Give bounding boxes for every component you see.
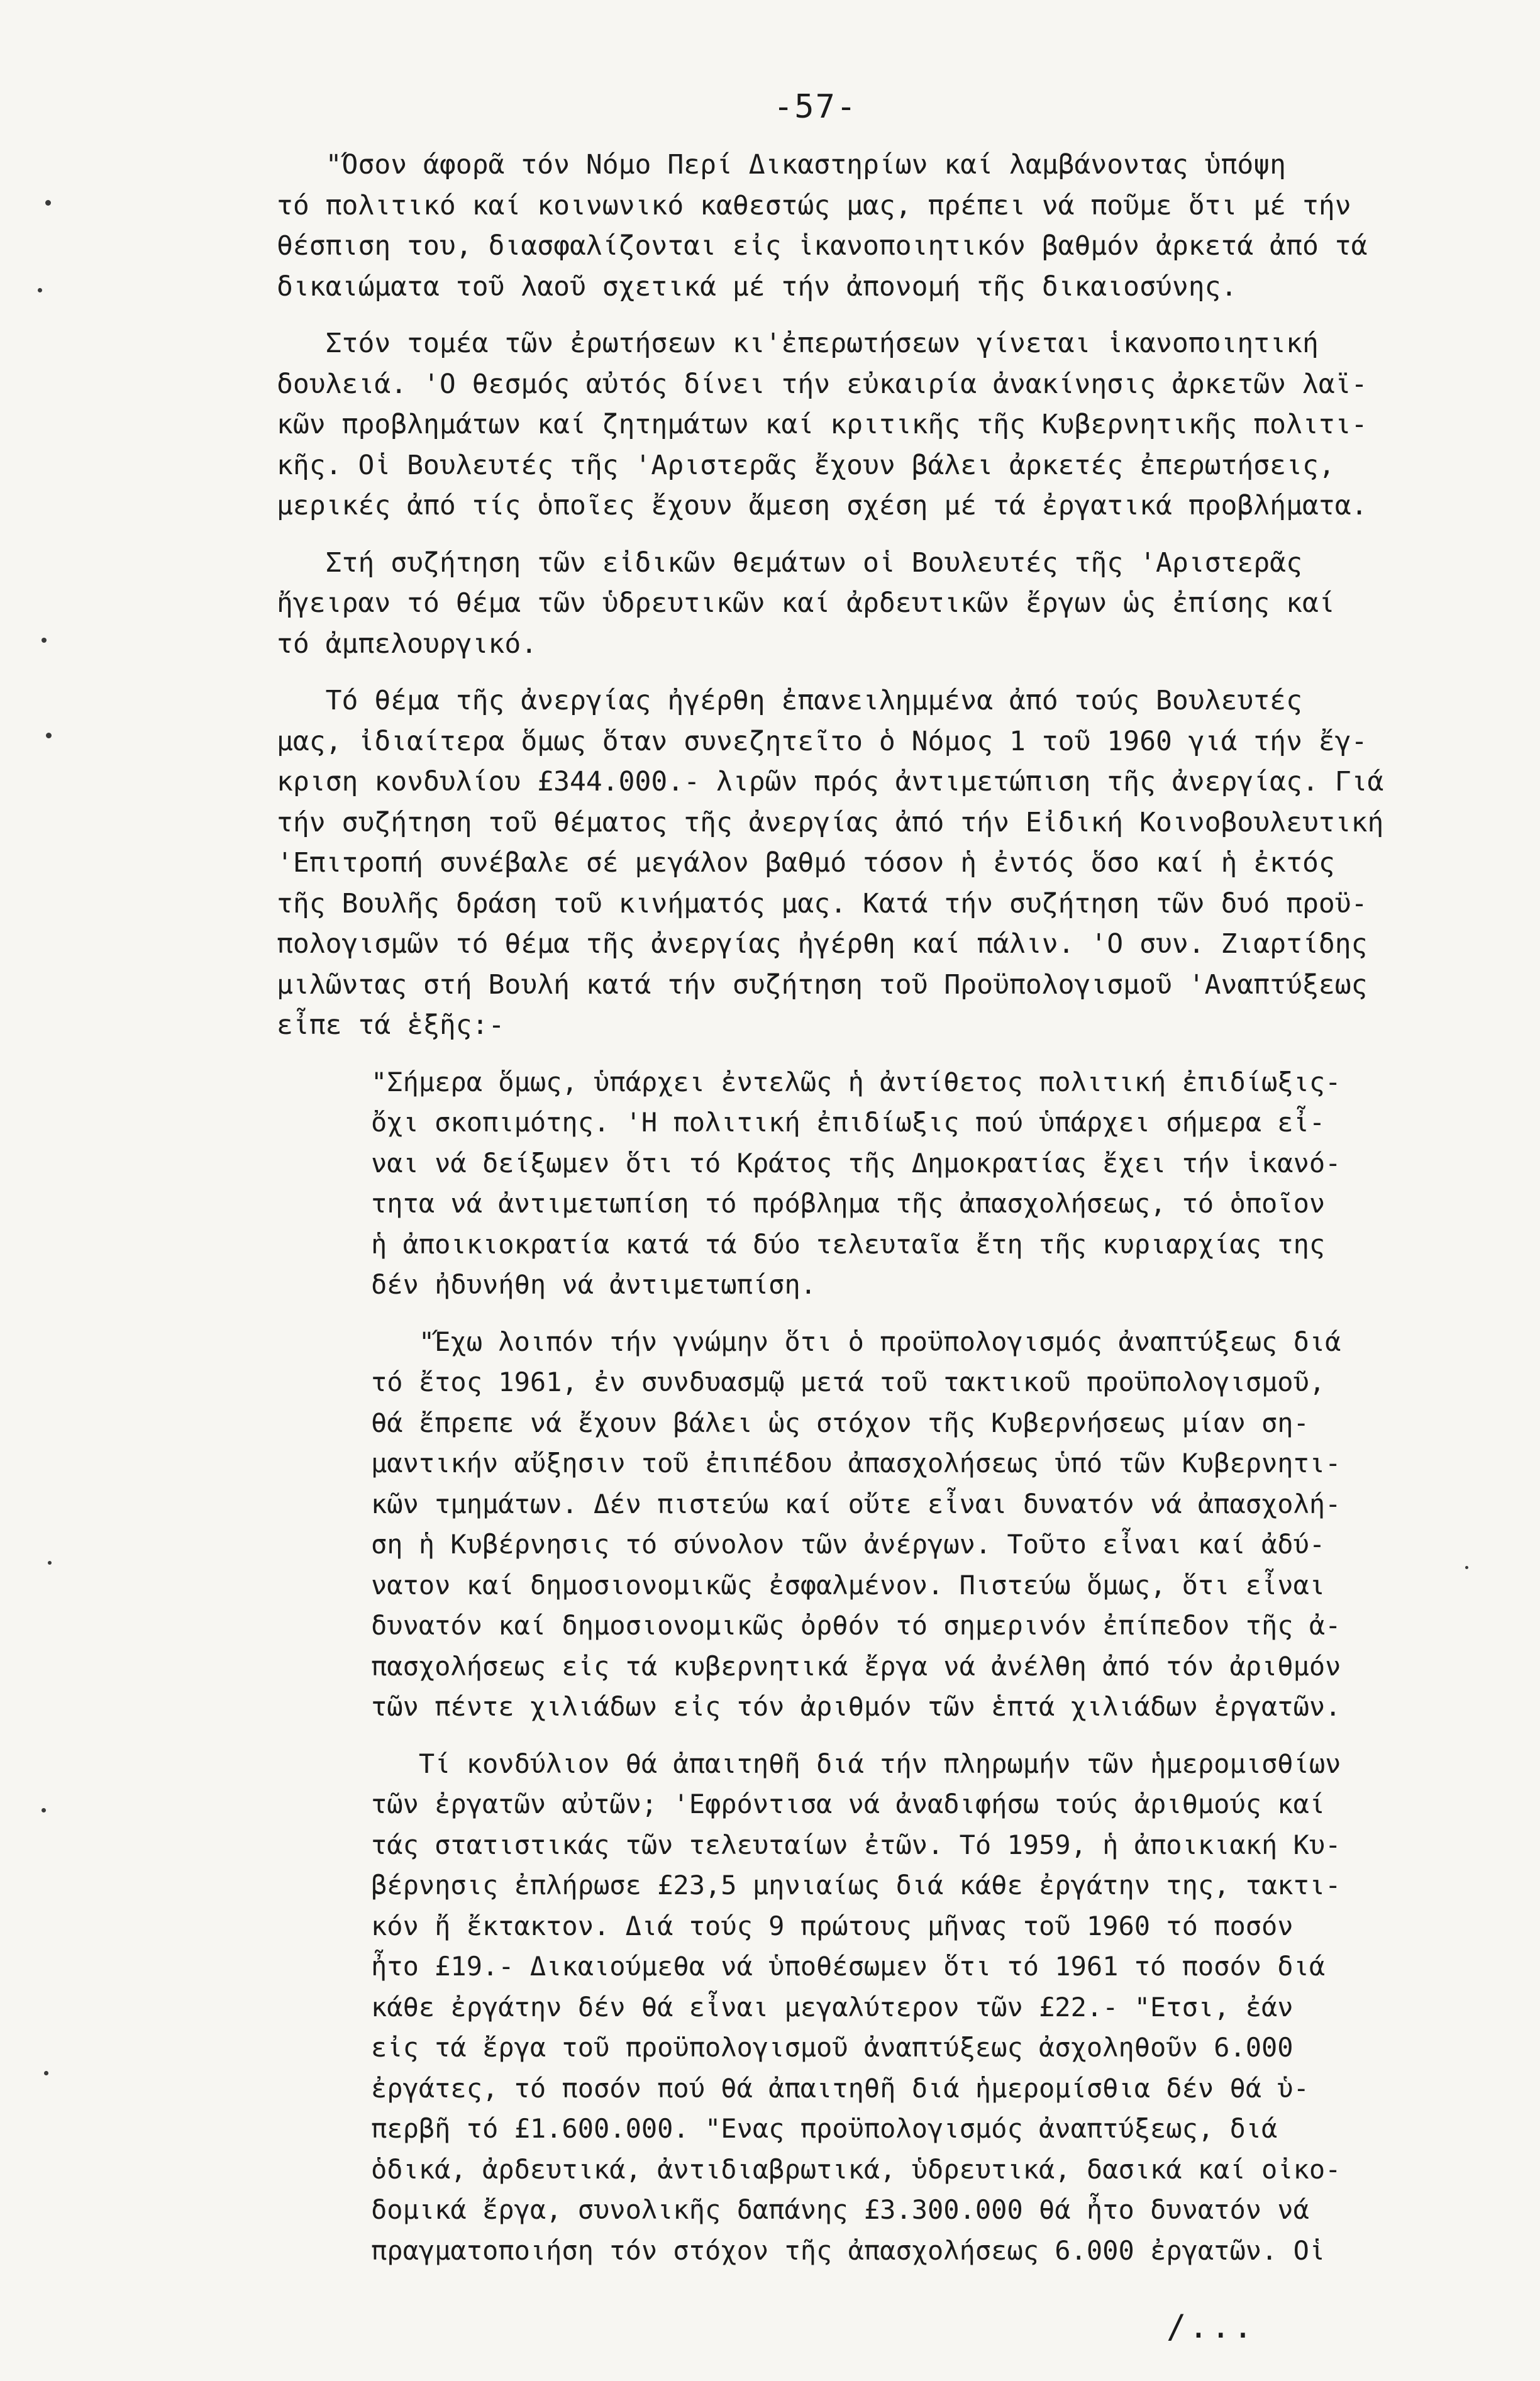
page-number: -57-: [773, 88, 858, 126]
scan-speck: [42, 638, 47, 643]
scan-speck: [1465, 1566, 1468, 1569]
scan-speck: [45, 200, 51, 206]
quoted-paragraph-wage-costs: Τί κονδύλιον θά ἀπαιτηθῆ διά τήν πληρωμήν τῶν ἡμερομισθίων τῶν ἐργατῶν αὐτῶν; 'Εφρόντισα νά ἀναδιφήσω τούς ἀριθμούς καί τάς στατιστικάς τῶν τελευταίων ἐτῶν. Τό 1959, ἡ ἀποικιακή Κυ- βέρνησις ἐπλήρωσε £23,5 μηνιαίως διά κάθε ἐργάτην της, τακτι- κόν ἤ ἔκτακτον. Διά τούς 9 πρώτους μῆνας τοῦ 1960 τό ποσόν ἦτο £19.- Δικαιούμεθα νά ὑποθέσωμεν ὅτι τό 1961 τό ποσόν διά κάθε ἐργάτην δέν θά εἶναι μεγαλύτερον τῶν £22.- "Ετσι, ἐάν εἰς τά ἔργα τοῦ προϋπολογισμοῦ ἀναπτύξεως ἀσχοληθοῦν 6.000 ἐργάτες, τό ποσόν πού θά ἀπαιτηθῆ διά ἡμερομίσθια δέν θά ὑ- περβῆ τό £1.600.000. "Ενας προϋπολογισμός ἀναπτύξεως, διά ὁδικά, ἀρδευτικά, ἀντιδιαβρωτικά, ὑδρευτικά, δασικά καί οἰκο- δομικά ἔργα, συνολικῆς δαπάνης £3.300.000 θά ἦτο δυνατόν νά πραγματοποιήση τόν στόχον τῆς ἀπασχολήσεως 6.000 ἐργατῶν. Οἱ: [371, 1748, 1341, 2266]
scan-speck: [44, 2071, 48, 2075]
continuation-mark: /...: [1166, 2308, 1256, 2346]
scan-speck: [46, 733, 52, 738]
paragraph-questions-interpellations: Στόν τομέα τῶν ἐρωτήσεων κι'ἐπερωτήσεων γίνεται ἱκανοποιητική δουλειά. 'Ο θεσμός αὐτός δίνει τήν εὐκαιρία ἀνακίνησις ἀρκετῶν λαϊ- κῶν προβλημάτων καί ζητημάτων καί κριτικῆς τῆς Κυβερνητικῆς πολιτι- κῆς. Οἱ Βουλευτές τῆς 'Αριστερᾶς ἔχουν βάλει ἀρκετές ἐπερωτήσεις, μερικές ἀπό τίς ὁποῖες ἔχουν ἄμεση σχέση μέ τά ἐργατικά προβλήματα.: [277, 328, 1368, 521]
paragraph-special-topics: Στή συζήτηση τῶν εἰδικῶν θεμάτων οἱ Βουλευτές τῆς 'Αριστερᾶς ἤγειραν τό θέμα τῶν ὑδρευτικῶν καί ἀρδευτικῶν ἔργων ὡς ἐπίσης καί τό ἀμπελουργικό.: [277, 547, 1335, 660]
scan-speck: [42, 1808, 46, 1812]
quoted-paragraph-development-budget: "Έχω λοιπόν τήν γνώμην ὅτι ὁ προϋπολογισμός ἀναπτύξεως διά τό ἔτος 1961, ἐν συνδυασμῷ μετά τοῦ τακτικοῦ προϋπολογισμοῦ, θά ἔπρεπε νά ἔχουν βάλει ὡς στόχον τῆς Κυβερνήσεως μίαν ση- μαντικήν αὔξησιν τοῦ ἐπιπέδου ἀπασχολήσεως ὑπό τῶν Κυβερνητι- κῶν τμημάτων. Δέν πιστεύω καί οὔτε εἶναι δυνατόν νά ἀπασχολή- ση ἡ Κυβέρνησις τό σύνολον τῶν ἀνέργων. Τοῦτο εἶναι καί ἀδύ- νατον καί δημοσιονομικῶς ἐσφαλμένον. Πιστεύω ὅμως, ὅτι εἶναι δυνατόν καί δημοσιονομικῶς ὀρθόν τό σημερινόν ἐπίπεδον τῆς ἀ- πασχολήσεως εἰς τά κυβερνητικά ἔργα νά ἀνέλθη ἀπό τόν ἀριθμόν τῶν πέντε χιλιάδων εἰς τόν ἀριθμόν τῶν ἑπτά χιλιάδων ἐργατῶν.: [371, 1326, 1341, 1722]
scan-speck: [48, 1561, 52, 1565]
paragraph-courts-law: "Όσον άφορᾶ τόν Νόμο Περί Δικαστηρίων καί λαμβάνοντας ὑπόψη τό πολιτικό καί κοινωνικό καθεστώς μας, πρέπει νά ποῦμε ὅτι μέ τήν θέσπιση του, διασφαλίζονται εἰς ἱκανοποιητικόν βαθμόν ἀρκετά ἀπό τά δικαιώματα τοῦ λαοῦ σχετικά μέ τήν ἀπονομή τῆς δικαιοσύνης.: [277, 149, 1368, 302]
document-body: [277, 145, 1409, 2271]
quoted-paragraph-policy: "Σήμερα ὅμως, ὑπάρχει ἐντελῶς ἡ ἀντίθετος πολιτική ἐπιδίωξις- ὄχι σκοπιμότης. 'Η πολιτική ἐπιδίωξις πού ὑπάρχει σήμερα εἶ- ναι νά δείξωμεν ὅτι τό Κράτος τῆς Δημοκρατίας ἔχει τήν ἱκανό- τητα νά ἀντιμετωπίση τό πρόβλημα τῆς ἀπασχολήσεως, τό ὁποῖον ἡ ἀποικιοκρατία κατά τά δύο τελευταῖα ἔτη τῆς κυριαρχίας της δέν ἠδυνήθη νά ἀντιμετωπίση.: [371, 1066, 1341, 1300]
paragraph-unemployment: Τό θέμα τῆς ἀνεργίας ἠγέρθη ἐπανειλημμένα ἀπό τούς Βουλευτές μας, ἰδιαίτερα ὅμως ὅταν συνεζητεῖτο ὁ Νόμος 1 τοῦ 1960 γιά τήν ἔγ- κριση κονδυλίου £344.000.- λιρῶν πρός ἀντιμετώπιση τῆς ἀνεργίας. Γιά τήν συζήτηση τοῦ θέματος τῆς ἀνεργίας ἀπό τήν Εἰδική Κοινοβουλευτική 'Επιτροπή συνέβαλε σέ μεγάλον βαθμό τόσον ἡ ἐντός ὅσο καί ἡ ἐκτός τῆς Βουλῆς δράση τοῦ κινήματός μας. Κατά τήν συζήτηση τῶν δυό προϋ- πολογισμῶν τό θέμα τῆς ἀνεργίας ἠγέρθη καί πάλιν. 'Ο συν. Ζιαρτίδης μιλῶντας στή Βουλή κατά τήν συζήτηση τοῦ Προϋπολογισμοῦ 'Αναπτύξεως εἶπε τά ἑξῆς:-: [277, 685, 1384, 1041]
scan-speck: [38, 288, 42, 292]
